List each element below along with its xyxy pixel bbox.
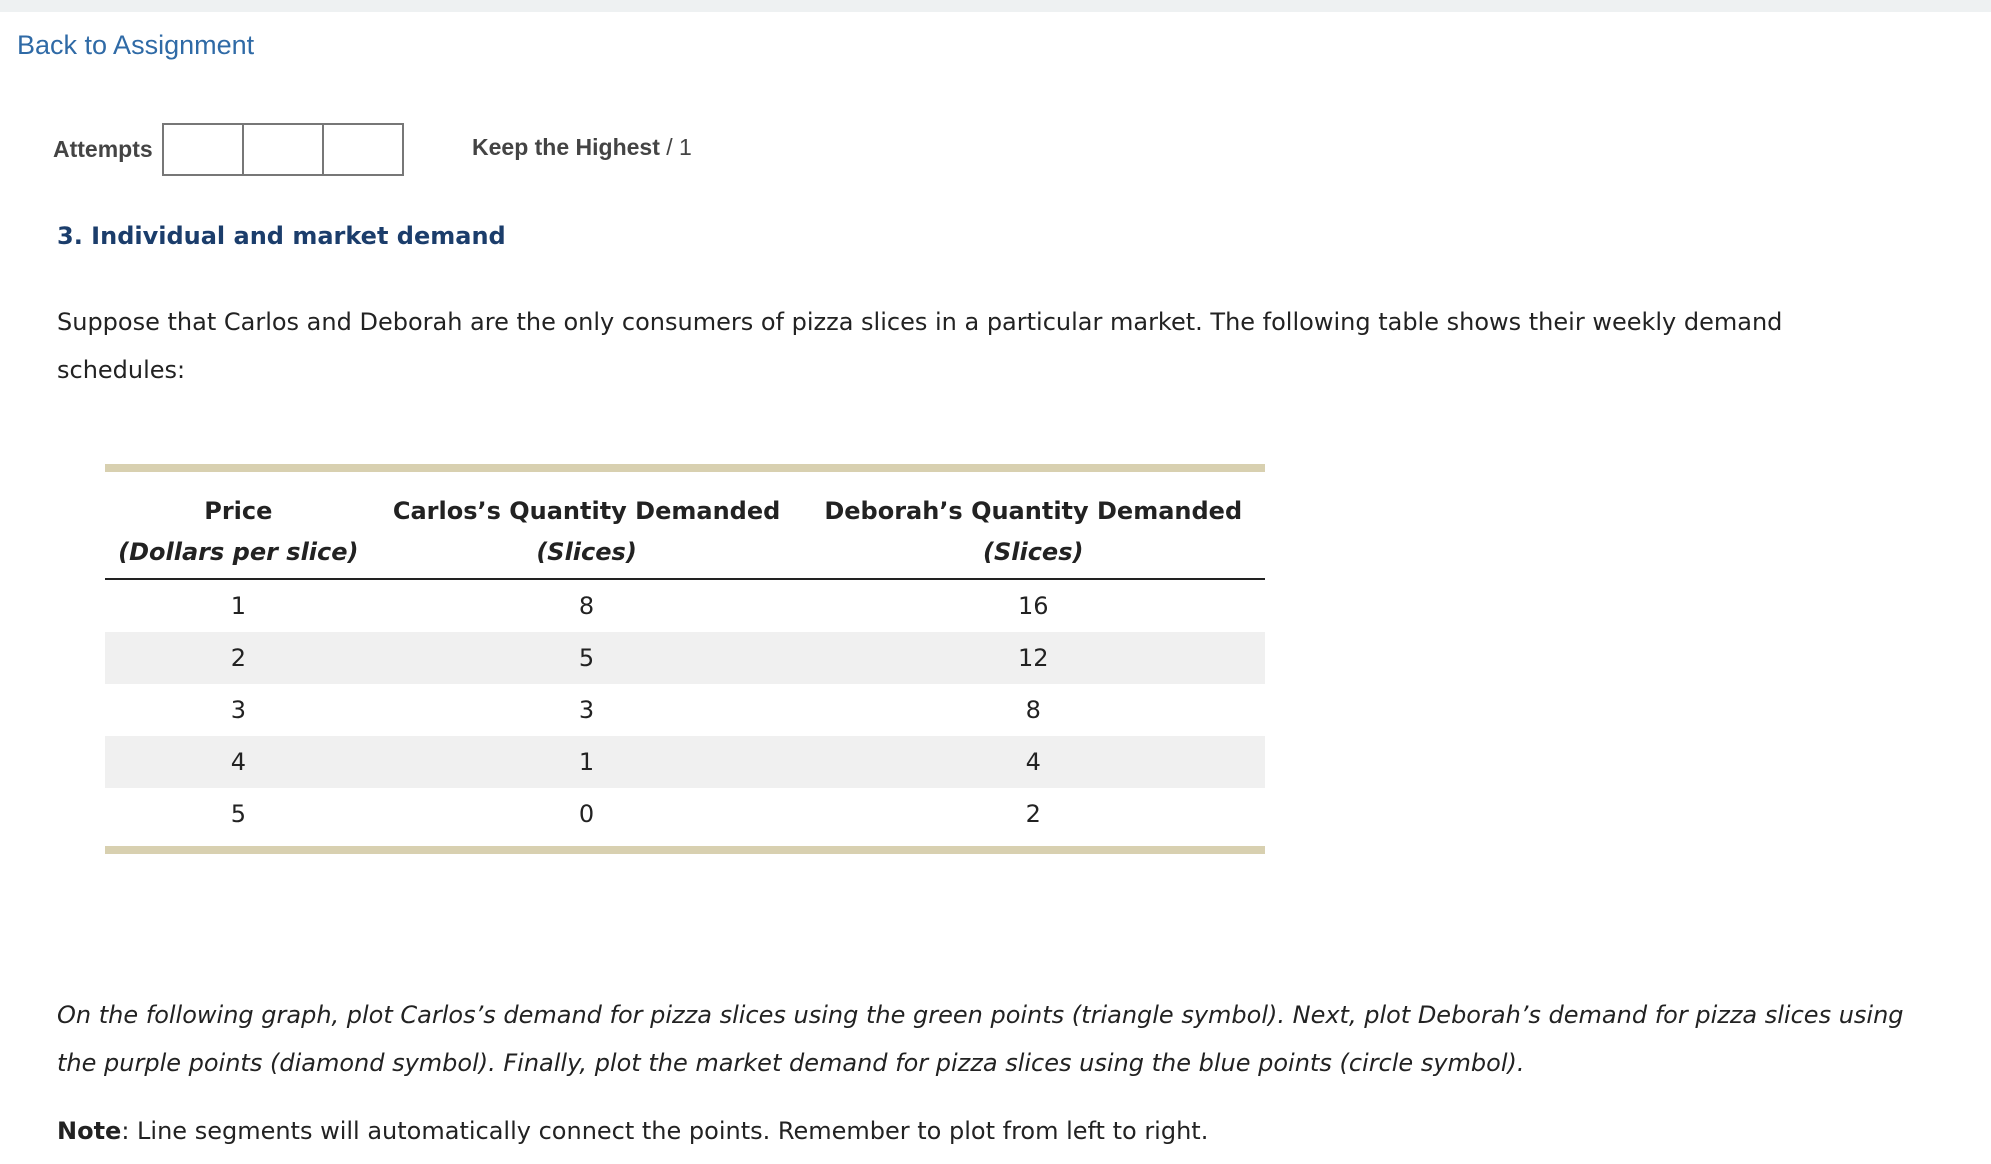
table-row <box>105 579 1265 632</box>
cell-price: 4 <box>105 736 372 788</box>
keep-highest-suffix: / 1 <box>659 134 692 160</box>
cell-price: 3 <box>230 696 246 724</box>
cell-price: 1 <box>230 592 246 620</box>
cell-price: 2 <box>105 632 372 684</box>
keep-highest-label <box>472 134 692 161</box>
note <box>57 1117 1208 1145</box>
attempts-row <box>53 123 402 176</box>
cell-deborah-qty: 2 <box>1025 800 1041 828</box>
cell-price: 5 <box>230 800 246 828</box>
keep-highest-text: Keep the Highest <box>472 134 660 160</box>
col-unit-carlos: (Slices) <box>372 528 802 579</box>
question-title: 3. Individual and market demand <box>57 222 506 250</box>
top-rule <box>0 0 1991 12</box>
attempt-box-3 <box>322 123 404 176</box>
attempts-label: Attempts <box>53 136 153 162</box>
cell-deborah-qty: 8 <box>1025 696 1041 724</box>
cell-deborah-qty: 16 <box>1017 592 1049 620</box>
table-row <box>105 684 1265 736</box>
table-row <box>105 736 1265 788</box>
cell-carlos-qty: 3 <box>578 696 595 724</box>
attempt-box-2 <box>242 123 324 176</box>
table-row <box>105 632 1265 684</box>
cell-deborah-qty: 4 <box>801 736 1265 788</box>
note-text: : Line segments will automatically connect the points. Remember to plot from left to right. <box>121 1117 1209 1145</box>
col-header-carlos: Carlos’s Quantity Demanded <box>392 497 781 525</box>
cell-carlos-qty: 0 <box>578 800 595 828</box>
cell-carlos-qty: 1 <box>372 736 802 788</box>
cell-carlos-qty: 5 <box>372 632 802 684</box>
col-unit-deborah: (Slices) <box>801 528 1265 579</box>
table-unit-row <box>105 528 1265 579</box>
col-header-deborah: Deborah’s Quantity Demanded <box>824 497 1243 525</box>
demand-schedule-table <box>105 464 1265 854</box>
col-unit-price: (Dollars per slice) <box>105 528 372 579</box>
question-intro: Suppose that Carlos and Deborah are the only consumers of pizza slices in a particular market. The following table shows their weekly demand schedules: <box>57 308 1783 384</box>
col-header-price: Price <box>204 497 273 525</box>
cell-deborah-qty: 12 <box>801 632 1265 684</box>
table-header-row <box>105 468 1265 528</box>
attempt-box-1 <box>162 123 244 176</box>
cell-carlos-qty: 8 <box>578 592 595 620</box>
back-to-assignment-link[interactable]: Back to Assignment <box>17 30 255 60</box>
graph-instructions: On the following graph, plot Carlos’s demand for pizza slices using the green points (triangle symbol). Next, plot Deborah’s demand for pizza slices using the purple points (diamond symbol). Finally, plot the market demand for pizza slices using the blue points (circle symbol). <box>57 1001 1904 1077</box>
table-row <box>105 788 1265 850</box>
note-label: Note <box>57 1117 122 1145</box>
